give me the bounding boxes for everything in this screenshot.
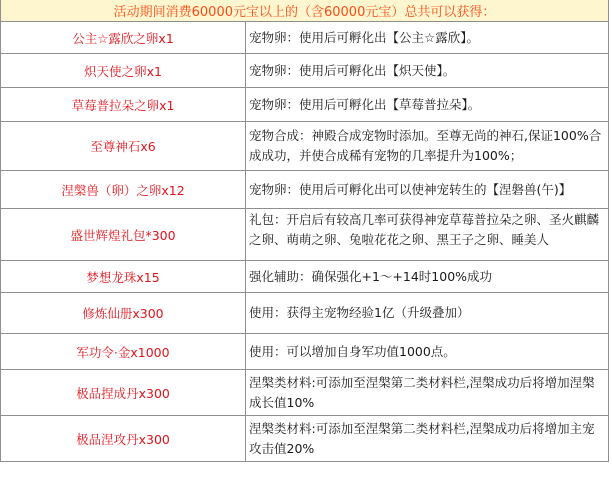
table-row bbox=[1, 416, 609, 462]
header-row bbox=[1, 0, 609, 22]
table-header: 活动期间消费60000元宝以上的（含60000元宝）总共可以获得： bbox=[1, 0, 609, 22]
item-desc: 使用：获得主宠物经验1亿（升级叠加） bbox=[246, 293, 609, 334]
item-desc-cell bbox=[246, 209, 609, 261]
table-row bbox=[1, 171, 609, 209]
table-row bbox=[1, 293, 609, 334]
item-desc: 宠物合成：神殿合成宠物时添加。至尊无尚的神石,保证100%合成成功，并使合成稀有宠物的几率提升为100%； bbox=[246, 122, 609, 171]
item-desc: 使用：可以增加自身军功值1000点。 bbox=[246, 334, 609, 370]
table-row bbox=[1, 370, 609, 416]
item-name: 盛世辉煌礼包*300 bbox=[1, 209, 246, 261]
item-desc: 宠物卵：使用后可孵化出【草莓普拉朵】。 bbox=[246, 88, 609, 122]
item-desc: 宠物卵：使用后可孵化出【炽天使】。 bbox=[246, 54, 609, 88]
item-name: 至尊神石x6 bbox=[1, 122, 246, 171]
item-name: 草莓普拉朵之卵x1 bbox=[1, 88, 246, 122]
table-row bbox=[1, 122, 609, 171]
item-name: 军功令·金x1000 bbox=[1, 334, 246, 370]
item-desc: 宠物卵：使用后可孵化出【公主☆露欣】。 bbox=[246, 22, 609, 54]
item-name: 极品涅攻丹x300 bbox=[1, 416, 246, 462]
item-name: 公主☆露欣之卵x1 bbox=[1, 22, 246, 54]
item-desc: 强化辅助：确保强化+1～+14时100%成功 bbox=[246, 261, 609, 293]
table-row bbox=[1, 88, 609, 122]
item-desc: 礼包：开启后有较高几率可获得神宠草莓普拉朵之卵、圣火麒麟之卵、萌萌之卵、兔啦花花之卵、黑王子之卵、睡美人 bbox=[249, 211, 600, 247]
item-desc: 涅槃类材料:可添加至涅槃第二类材料栏,涅槃成功后将增加涅槃成长值10% bbox=[246, 370, 609, 416]
table-row bbox=[1, 54, 609, 88]
item-desc: 涅槃类材料:可添加至涅槃第二类材料栏,涅槃成功后将增加主宠攻击值20% bbox=[246, 416, 609, 462]
table-row bbox=[1, 334, 609, 370]
table-row bbox=[1, 209, 609, 261]
item-name: 修炼仙册x300 bbox=[1, 293, 246, 334]
table-row bbox=[1, 22, 609, 54]
table-row bbox=[1, 261, 609, 293]
item-name: 梦想龙珠x15 bbox=[1, 261, 246, 293]
item-name: 极品捏成丹x300 bbox=[1, 370, 246, 416]
item-name: 炽天使之卵x1 bbox=[1, 54, 246, 88]
item-name: 涅槃兽（卵）之卵x12 bbox=[1, 171, 246, 209]
item-desc: 宠物卵：使用后可孵化出可以使神宠转生的【涅磐兽(午)】 bbox=[246, 171, 609, 209]
